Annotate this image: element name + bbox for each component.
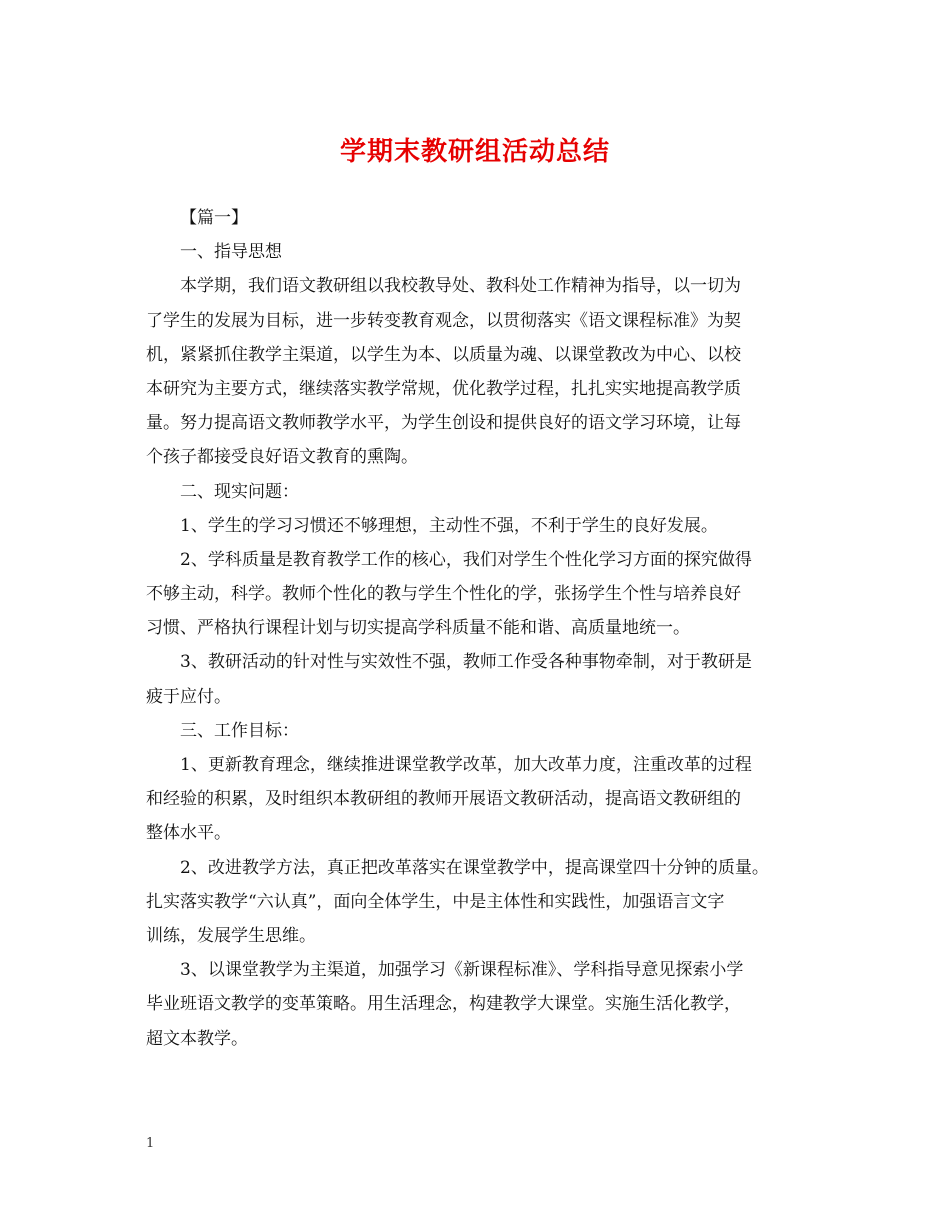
paragraph-line: 扎实落实教学“六认真”，面向全体学生，中是主体性和实践性，加强语言文字: [146, 891, 725, 912]
paragraph-line: 了学生的发展为目标，进一步转变教育观念，以贯彻落实《语文课程标准》为契: [146, 310, 741, 331]
paragraph-line: 3、教研活动的针对性与实效性不强，教师工作受各种事物牵制，对于教研是: [180, 652, 752, 673]
paragraph-line: 三、工作目标：: [180, 720, 299, 741]
paragraph-line: 本研究为主要方式，继续落实教学常规，优化教学过程，扎扎实实地提高教学质: [146, 378, 741, 399]
paragraph-line: 3、以课堂教学为主渠道，加强学习《新课程标准》、学科指导意见探索小学: [180, 960, 744, 981]
paragraph-line: 1、更新教育理念，继续推进课堂教学改革，加大改革力度，注重改革的过程: [180, 755, 752, 775]
paragraph-line: 和经验的积累，及时组织本教研组的教师开展语文教研活动，提高语文教研组的: [146, 789, 741, 810]
paragraph-line: 2、学科质量是教育教学工作的核心，我们对学生个性化学习方面的探究做得: [180, 549, 752, 570]
paragraph-line: 训练，发展学生思维。: [146, 925, 316, 946]
paragraph-line: 本学期，我们语文教研组以我校教导处、教科处工作精神为指导，以一切为: [180, 276, 741, 297]
paragraph-line: 整体水平。: [146, 823, 231, 844]
paragraph-line: 不够主动，科学。教师个性化的教与学生个性化的学，张扬学生个性与培养良好: [146, 584, 741, 605]
paragraph-line: 毕业班语文教学的变革策略。用生活理念，构建教学大课堂。实施生活化教学，: [146, 994, 741, 1015]
paragraph-line: 量。努力提高语文教师教学水平，为学生创设和提供良好的语文学习环境，让每: [146, 413, 741, 434]
page-number: 1: [146, 1136, 155, 1151]
paragraph-line: 机，紧紧抓住教学主渠道，以学生为本、以质量为魂、以课堂教改为中心、以校: [146, 344, 741, 365]
document-body: [146, 201, 816, 1056]
paragraph-line: 超文本教学。: [146, 1028, 248, 1049]
paragraph-line: 二、现实问题：: [180, 481, 299, 502]
paragraph-line: 【篇一】: [180, 208, 248, 228]
paragraph-line: 疲于应付。: [146, 686, 231, 707]
paragraph-line: 2、改进教学方法，真正把改革落实在课堂教学中，提高课堂四十分钟的质量。: [180, 857, 769, 878]
paragraph-line: 1、学生的学习习惯还不够理想，主动性不强，不利于学生的良好发展。: [180, 515, 718, 536]
document-title: 学期末教研组活动总结: [339, 137, 610, 167]
paragraph-line: 习惯、严格执行课程计划与切实提高学科质量不能和谐、高质量地统一。: [146, 618, 690, 639]
paragraph-line: 一、指导思想: [180, 242, 282, 263]
paragraph-line: 个孩子都接受良好语文教育的熏陶。: [146, 447, 418, 468]
